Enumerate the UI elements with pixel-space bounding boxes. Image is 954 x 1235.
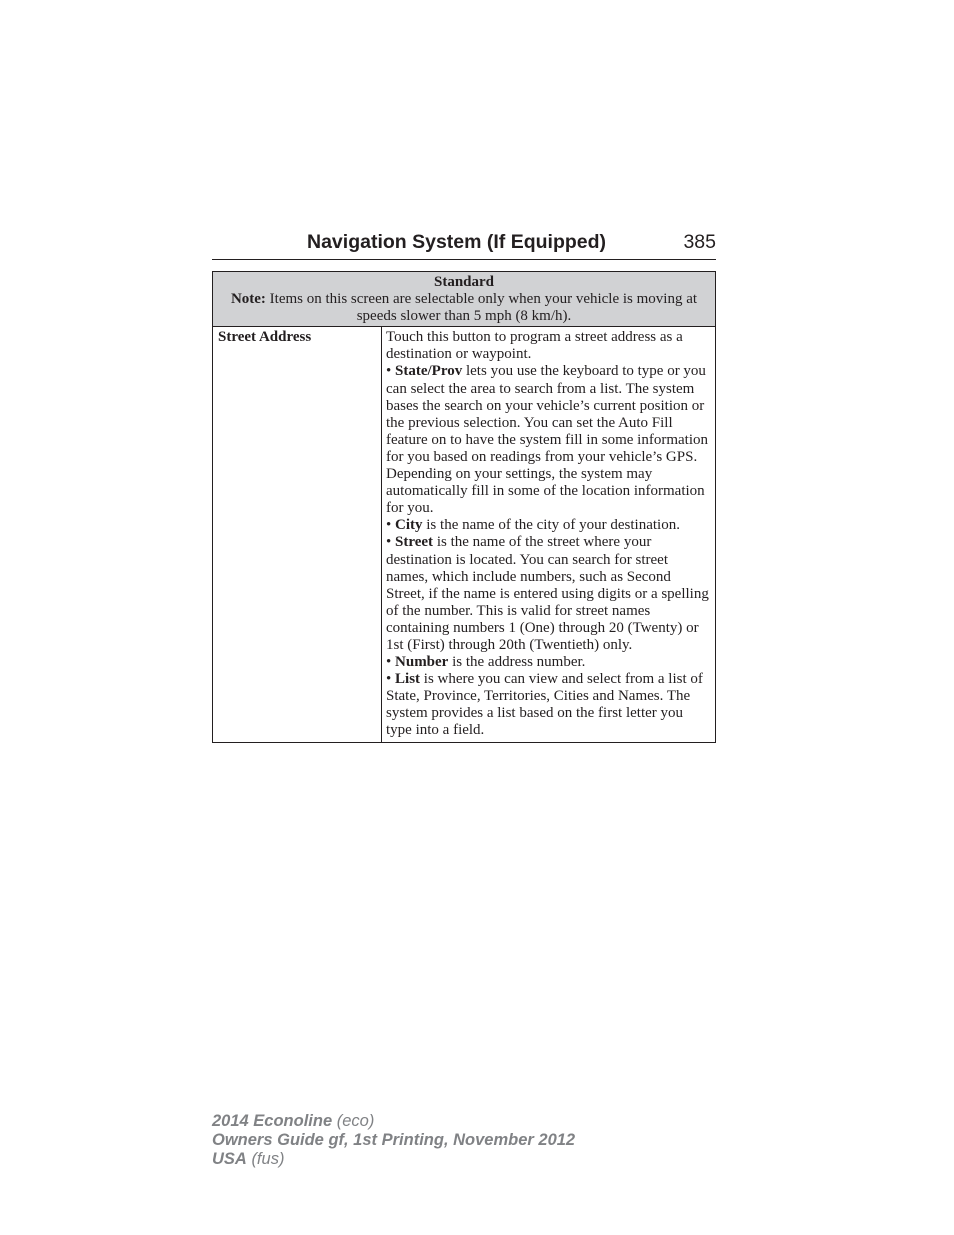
bullet-symbol: • xyxy=(386,671,392,688)
bullet-term: List xyxy=(395,671,421,688)
bullet-text: is where you can view and select from a list of State, Province, Territories, Cities and Names. The system provides a list based on the first letter you type into a field. xyxy=(386,671,703,739)
footer-model-code: (eco) xyxy=(336,1112,375,1130)
row-label: Street Address xyxy=(213,327,382,741)
page-header xyxy=(212,229,716,260)
bullet-item xyxy=(386,654,709,671)
bullet-item xyxy=(386,363,709,517)
note-text: Items on this screen are selectable only when your vehicle is moving at speeds slower than 5 mph (8 km/h). xyxy=(269,291,698,325)
footer-model: 2014 Econoline xyxy=(212,1112,333,1130)
bullet-term: Number xyxy=(395,654,449,671)
bullet-term: State/Prov xyxy=(395,363,463,380)
bullet-text: is the name of the street where your destination is located. You can search for street names, which include numbers, such as Second Street, if the name is entered using digits or a spelling of the number. This is valid for street names containing numbers 1 (One) through 20 (Twenty) or 1st (First) through 20th (Twentieth) only. xyxy=(386,534,709,653)
table-header-note xyxy=(219,291,709,325)
bullet-symbol: • xyxy=(386,363,392,380)
bullet-symbol: • xyxy=(386,534,392,551)
table-row xyxy=(213,327,715,741)
row-intro: Touch this button to program a street address as a destination or waypoint. xyxy=(386,329,683,363)
row-description xyxy=(382,327,715,741)
note-label: Note: xyxy=(230,291,266,308)
footer-market: USA xyxy=(212,1150,247,1168)
footer-market-code: (fus) xyxy=(251,1150,285,1168)
bullet-text: lets you use the keyboard to type or you can select the area to search from a list. The system bases the search on your vehicle’s current position or the previous selection. You can set the Auto Fill feature on to have the system fill in some information for you based on readings from your vehicle’s GPS. Depending on your settings, the system may automatically fill in some of the location information for you. xyxy=(386,363,709,517)
footer-model-line xyxy=(212,1112,575,1131)
page-number: 385 xyxy=(683,231,716,253)
bullet-item xyxy=(386,671,709,739)
bullet-symbol: • xyxy=(386,517,392,534)
footer-market-line xyxy=(212,1150,575,1169)
bullet-item xyxy=(386,534,709,654)
table-header-title: Standard xyxy=(433,274,495,290)
bullet-term: Street xyxy=(395,534,434,551)
footer-guide: Owners Guide gf, 1st Printing, November 2012 xyxy=(212,1131,576,1149)
bullet-item xyxy=(386,517,709,534)
page-footer xyxy=(212,1112,575,1169)
bullet-symbol: • xyxy=(386,654,392,671)
bullet-term: City xyxy=(395,517,423,534)
bullet-text: is the address number. xyxy=(452,654,586,671)
table-header xyxy=(213,272,715,327)
feature-table xyxy=(212,271,716,743)
bullet-text: is the name of the city of your destination. xyxy=(426,517,680,534)
section-title: Navigation System (If Equipped) xyxy=(307,231,607,253)
